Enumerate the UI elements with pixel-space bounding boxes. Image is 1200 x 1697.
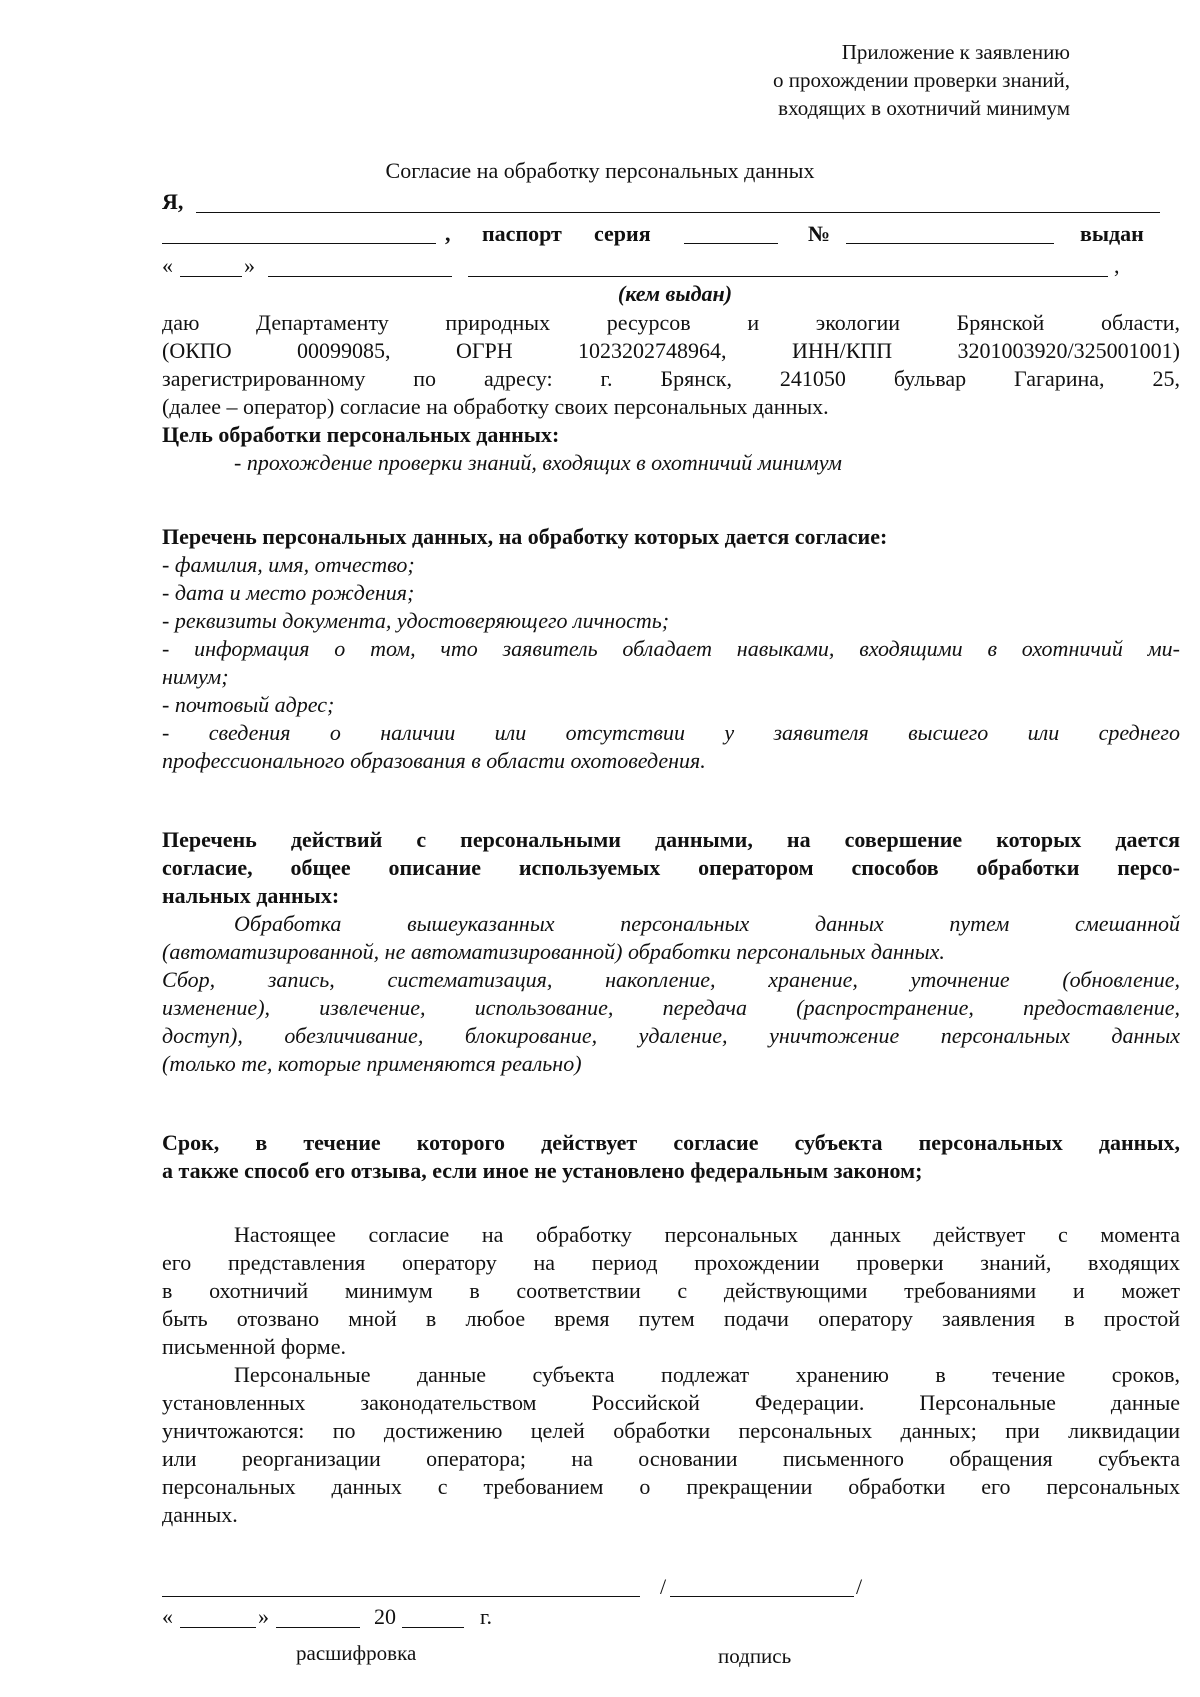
actions-p2-line-2: изменение), извлечение, использование, передача (распространение, предоставление, bbox=[162, 995, 1180, 1020]
date-quote-open: « bbox=[162, 253, 173, 278]
header-line-2: о прохождении проверки знаний, bbox=[773, 68, 1070, 92]
sign-date-quote-open: « bbox=[162, 1604, 173, 1629]
data-list-item: - сведения о наличии или отсутствии у заявителя высшего или среднего bbox=[162, 720, 1180, 745]
term-p2-line: уничтожаются: по достижению целей обработки персональных данных; при ликвидации bbox=[162, 1418, 1180, 1443]
term-p2-line: персональных данных с требованием о прекращении обработки его персональных bbox=[162, 1474, 1180, 1499]
intro-line-1: даю Департаменту природных ресурсов и экологии Брянской области, bbox=[162, 310, 1180, 335]
issue-date-field[interactable] bbox=[268, 276, 452, 277]
term-p1-line: письменной форме. bbox=[162, 1334, 346, 1359]
sign-year-suffix: г. bbox=[480, 1604, 493, 1629]
actions-heading-line-2: согласие, общее описание используемых оператором способов обработки персо- bbox=[162, 855, 1180, 880]
actions-p2-line-3: доступ), обезличивание, блокирование, удаление, уничтожение персональных данных bbox=[162, 1023, 1180, 1048]
passport-label: паспорт bbox=[482, 221, 562, 246]
term-paragraph-1 bbox=[162, 1221, 1180, 1529]
passport-series-field[interactable] bbox=[684, 243, 778, 244]
purpose-heading: Цель обработки персональных данных: bbox=[162, 422, 560, 447]
sign-year-field[interactable] bbox=[402, 1627, 464, 1628]
term-p1-line: Настоящее согласие на обработку персональных данных действует с момента bbox=[234, 1222, 1180, 1247]
decoding-field[interactable] bbox=[162, 1596, 640, 1597]
actions-section bbox=[162, 826, 1180, 1078]
term-p1-line: его представления оператору на период прохождении проверки знаний, входящих bbox=[162, 1250, 1180, 1275]
sign-date-quote-close: » bbox=[258, 1604, 269, 1629]
sign-day-field[interactable] bbox=[180, 1627, 256, 1628]
data-list-item: профессионального образования в области охотоведения. bbox=[162, 748, 706, 773]
term-heading-line-2: а также способ его отзыва, если иное не установлено федеральным законом; bbox=[162, 1158, 923, 1183]
actions-heading-line-3: нальных данных: bbox=[162, 883, 340, 908]
data-list-item: нимум; bbox=[162, 664, 229, 689]
data-list-item: - дата и место рождения; bbox=[162, 580, 415, 605]
term-p2-line: Персональные данные субъекта подлежат хранению в течение сроков, bbox=[234, 1362, 1180, 1387]
data-list-item: - информация о том, что заявитель обладает навыками, входящими в охотничий ми- bbox=[162, 636, 1180, 661]
data-list-item: - фамилия, имя, отчество; bbox=[162, 552, 415, 577]
term-p2-line: данных. bbox=[162, 1502, 238, 1527]
issued-by-field[interactable] bbox=[468, 276, 1108, 277]
signature-label: подпись bbox=[718, 1644, 792, 1668]
data-list-section bbox=[162, 523, 1180, 775]
intro-line-3: зарегистрированному по адресу: г. Брянск, 241050 бульвар Гагарина, 25, bbox=[162, 366, 1180, 391]
term-p2-line: или реорганизации оператора; на основании письменного обращения субъекта bbox=[162, 1446, 1180, 1471]
name-continuation-field[interactable] bbox=[162, 243, 436, 244]
term-p1-line: в охотничий минимум в соответствии с действующими требованиями и может bbox=[162, 1278, 1180, 1303]
sign-month-field[interactable] bbox=[276, 1627, 360, 1628]
ya-label: Я, bbox=[162, 189, 184, 214]
number-label: № bbox=[808, 221, 831, 246]
signature-slash-close: / bbox=[856, 1574, 863, 1599]
actions-p1-line-2: (автоматизированной, не автоматизированной) обработки персональных данных. bbox=[162, 939, 945, 964]
comma-mark: , bbox=[445, 221, 451, 246]
header-line-3: входящих в охотничий минимум bbox=[778, 96, 1070, 120]
document-title: Согласие на обработку персональных данных bbox=[385, 158, 815, 183]
term-heading-line-1: Срок, в течение которого действует согласие субъекта персональных данных, bbox=[162, 1130, 1180, 1155]
decoding-label: расшифровка bbox=[296, 1641, 417, 1665]
header-note bbox=[773, 38, 1070, 122]
sign-year-prefix: 20 bbox=[374, 1604, 396, 1629]
actions-p2-line-4: (только те, которые применяются реально) bbox=[162, 1051, 582, 1076]
signature-slash-open: / bbox=[660, 1574, 667, 1599]
intro-paragraph bbox=[162, 309, 1180, 477]
data-list-heading: Перечень персональных данных, на обработку которых дается согласие: bbox=[162, 524, 888, 549]
term-p1-line: быть отозвано мной в любое время путем подачи оператору заявления в простой bbox=[162, 1306, 1180, 1331]
issued-label: выдан bbox=[1080, 221, 1144, 246]
date-quote-close: » bbox=[244, 253, 255, 278]
data-list-item: - реквизиты документа, удостоверяющего личность; bbox=[162, 608, 670, 633]
purpose-item: - прохождение проверки знаний, входящих в охотничий минимум bbox=[234, 450, 842, 475]
actions-p2-line-1: Сбор, запись, систематизация, накопление, хранение, уточнение (обновление, bbox=[162, 967, 1180, 992]
signature-field[interactable] bbox=[670, 1596, 854, 1597]
issued-by-caption: (кем выдан) bbox=[617, 281, 733, 306]
header-line-1: Приложение к заявлению bbox=[841, 40, 1070, 64]
data-list-item: - почтовый адрес; bbox=[162, 692, 335, 717]
series-label: серия bbox=[594, 221, 651, 246]
intro-line-4: (далее – оператор) согласие на обработку своих персональных данных. bbox=[162, 394, 829, 419]
passport-number-field[interactable] bbox=[846, 243, 1054, 244]
full-name-field[interactable] bbox=[196, 212, 1160, 213]
actions-p1-line-1: Обработка вышеуказанных персональных данных путем смешанной bbox=[234, 911, 1180, 936]
term-p2-line: установленных законодательством Российской Федерации. Персональные данные bbox=[162, 1390, 1180, 1415]
term-section bbox=[162, 1129, 1180, 1185]
issue-day-field[interactable] bbox=[180, 276, 242, 277]
row-comma: , bbox=[1114, 253, 1120, 278]
actions-heading-line-1: Перечень действий с персональными данными, на совершение которых дается bbox=[162, 827, 1180, 852]
intro-line-2: (ОКПО 00099085, ОГРН 1023202748964, ИНН/КПП 3201003920/325001001) bbox=[162, 338, 1180, 363]
